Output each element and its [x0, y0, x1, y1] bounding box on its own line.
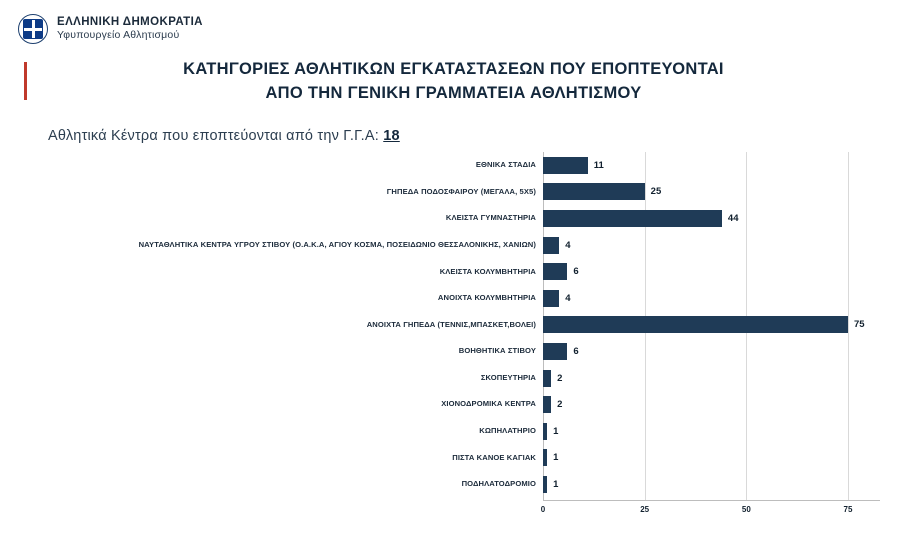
organization-header — [18, 14, 203, 44]
chart-x-tick-label: 50 — [741, 505, 751, 514]
chart-bar[interactable] — [543, 449, 547, 466]
chart-category-label: ΒΟΗΘΗΤΙΚΑ ΣΤΙΒΟΥ — [458, 346, 536, 356]
page-title — [0, 58, 907, 106]
chart-bar-value: 6 — [573, 345, 579, 357]
bar-chart — [60, 152, 880, 524]
chart-bar-wrap — [543, 179, 880, 206]
chart-bar[interactable] — [543, 370, 551, 387]
subtitle-count: 18 — [383, 128, 400, 144]
organization-department: Υφυπουργείο Αθλητισμού — [57, 29, 180, 42]
chart-bar-wrap — [543, 418, 880, 445]
chart-category-label: ΠΙΣΤΑ ΚΑΝΟΕ ΚΑΓΙΑΚ — [452, 452, 536, 462]
chart-bar-wrap — [543, 391, 880, 418]
chart-bar[interactable] — [543, 263, 567, 280]
chart-bar-wrap — [543, 312, 880, 339]
organization-text — [57, 14, 203, 43]
chart-row — [60, 365, 880, 392]
chart-row — [60, 418, 880, 445]
chart-bar[interactable] — [543, 290, 559, 307]
chart-category-label: ΑΝΟΙΧΤΑ ΚΟΛΥΜΒΗΤΗΡΙΑ — [437, 293, 536, 303]
chart-bar-wrap — [543, 365, 880, 392]
chart-bar-wrap — [543, 205, 880, 232]
chart-bar[interactable] — [543, 476, 547, 493]
chart-category-label: ΕΘΝΙΚΑ ΣΤΑΔΙΑ — [475, 160, 536, 170]
chart-row — [60, 285, 880, 312]
chart-bar[interactable] — [543, 423, 547, 440]
chart-bar-wrap — [543, 338, 880, 365]
chart-bar-wrap — [543, 471, 880, 498]
chart-category-label: ΚΩΠΗΛΑΤΗΡΙΟ — [479, 426, 536, 436]
chart-bar-value: 6 — [573, 266, 579, 278]
page-title-line2: ΑΠΟ ΤΗΝ ΓΕΝΙΚΗ ΓΡΑΜΜΑΤΕΙΑ ΑΘΛΗΤΙΣΜΟΥ — [265, 83, 642, 102]
chart-row — [60, 312, 880, 339]
chart-bar-value: 1 — [553, 478, 559, 490]
chart-row — [60, 258, 880, 285]
chart-bar[interactable] — [543, 343, 567, 360]
chart-bar-wrap — [543, 285, 880, 312]
chart-category-label: ΚΛΕΙΣΤΑ ΓΥΜΝΑΣΤΗΡΙΑ — [445, 213, 536, 223]
chart-row — [60, 338, 880, 365]
chart-bar-value: 4 — [565, 292, 571, 304]
chart-bar[interactable] — [543, 316, 848, 333]
chart-bar-wrap — [543, 258, 880, 285]
chart-row — [60, 205, 880, 232]
chart-bar[interactable] — [543, 396, 551, 413]
greek-flag-emblem-icon — [18, 14, 48, 44]
chart-plot-area — [60, 152, 880, 514]
chart-bar-value: 2 — [557, 372, 563, 384]
chart-bar[interactable] — [543, 237, 559, 254]
subtitle — [48, 128, 400, 144]
chart-category-label: ΣΚΟΠΕΥΤΗΡΙΑ — [480, 372, 536, 382]
chart-x-tick-label: 75 — [843, 505, 853, 514]
page-title-line1: ΚΑΤΗΓΟΡΙΕΣ ΑΘΛΗΤΙΚΩΝ ΕΓΚΑΤΑΣΤΑΣΕΩΝ ΠΟΥ ΕΠΟΠΤΕΥΟΝΤΑΙ — [183, 60, 724, 78]
subtitle-text: Αθλητικά Κέντρα που εποπτεύονται από την Γ.Γ.Α: — [48, 128, 384, 144]
organization-name: ΕΛΛΗΝΙΚΗ ΔΗΜΟΚΡΑΤΙΑ — [57, 16, 203, 28]
chart-category-label: ΓΗΠΕΔΑ ΠΟΔΟΣΦΑΙΡΟΥ (ΜΕΓΑΛΑ, 5Χ5) — [386, 186, 536, 196]
chart-x-tick-label: 25 — [640, 505, 650, 514]
chart-x-axis — [540, 502, 880, 520]
chart-bar-value: 1 — [553, 425, 559, 437]
chart-row — [60, 179, 880, 206]
chart-row — [60, 152, 880, 179]
chart-row — [60, 471, 880, 498]
chart-bar-value: 75 — [854, 319, 865, 331]
chart-bar[interactable] — [543, 210, 722, 227]
chart-row — [60, 232, 880, 259]
chart-row — [60, 445, 880, 472]
chart-rows — [60, 152, 880, 500]
chart-bar-value: 2 — [557, 399, 563, 411]
chart-category-label: ΚΛΕΙΣΤΑ ΚΟΛΥΜΒΗΤΗΡΙΑ — [439, 266, 536, 276]
chart-bar-value: 44 — [727, 212, 739, 224]
chart-bar-value: 4 — [565, 239, 571, 251]
chart-bar-wrap — [543, 445, 880, 472]
chart-category-label: ΑΝΟΙΧΤΑ ΓΗΠΕΔΑ (ΤΕΝΝΙΣ,ΜΠΑΣΚΕΤ,ΒΟΛΕΙ) — [366, 319, 536, 329]
chart-x-axis-line — [543, 500, 880, 501]
chart-bar[interactable] — [543, 183, 645, 200]
chart-bar-wrap — [543, 232, 880, 259]
chart-category-label: ΠΟΔΗΛΑΤΟΔΡΟΜΙΟ — [461, 479, 536, 489]
chart-category-label: ΝΑΥΤΑΘΛΗΤΙΚΑ ΚΕΝΤΡΑ ΥΓΡΟΥ ΣΤΙΒΟΥ (Ο.Α.Κ.Α, ΑΓΙΟΥ ΚΟΣΜΑ, ΠΟΣΕΙΔΩΝΙΟ ΘΕΣΣΑΛΟΝΙΚΗΣ, ΧΑΝΙΩΝ) — [138, 239, 536, 249]
chart-bar-value: 1 — [553, 452, 559, 464]
chart-category-label: ΧΙΟΝΟΔΡΟΜΙΚΑ ΚΕΝΤΡΑ — [441, 399, 536, 409]
chart-x-tick-label: 0 — [540, 505, 546, 514]
chart-bar-value: 11 — [593, 159, 604, 171]
chart-bar[interactable] — [543, 157, 588, 174]
chart-row — [60, 391, 880, 418]
chart-bar-wrap — [543, 152, 880, 179]
chart-bar-value: 25 — [650, 186, 662, 198]
